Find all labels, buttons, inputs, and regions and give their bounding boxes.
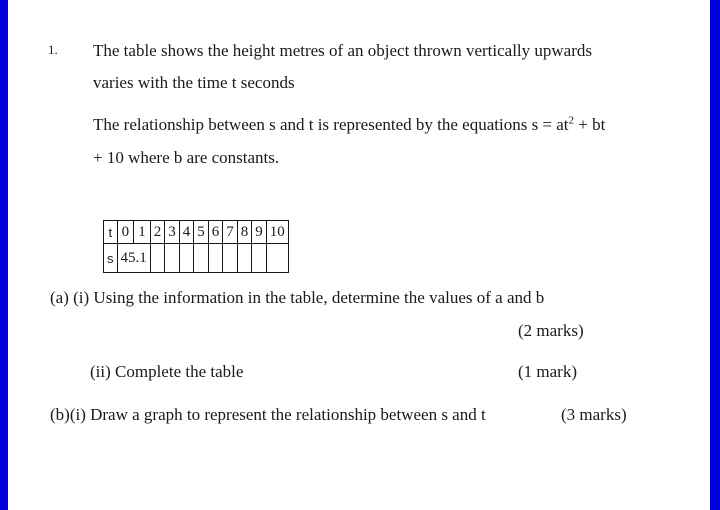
- relationship-line-2: + 10 where b are constants.: [93, 148, 280, 167]
- t-cell-1: 1: [134, 221, 151, 244]
- part-a-ii-marks: (1 mark): [518, 362, 578, 381]
- t-cell-9: 9: [252, 221, 267, 244]
- relationship-exponent: 2: [568, 114, 575, 127]
- part-a-ii-text: (ii) Complete the table: [90, 362, 244, 381]
- s-cell-empty-4: [179, 244, 194, 273]
- t-cell-10: 10: [266, 221, 288, 244]
- s-cell-empty-3: [165, 244, 180, 273]
- part-b-i-marks: (3 marks): [561, 405, 627, 424]
- t-label-cell: t: [104, 221, 118, 244]
- s-cell-empty-8: [237, 244, 252, 273]
- s-cell-empty-10: [266, 244, 288, 273]
- t-cell-5: 5: [194, 221, 209, 244]
- question-number: 1.: [48, 42, 58, 57]
- t-cell-3: 3: [165, 221, 180, 244]
- relationship-line-1: [93, 115, 605, 135]
- part-b-i-text: (b)(i) Draw a graph to represent the relationship between s and t: [50, 405, 486, 424]
- t-cell-0: 0: [117, 221, 134, 244]
- worksheet-page: [8, 0, 710, 510]
- s-known-cell: 45.1: [117, 244, 150, 273]
- relationship-text-pre: The relationship between s and t is represented by the equations s = at: [93, 115, 569, 134]
- t-cell-7: 7: [223, 221, 238, 244]
- t-cell-8: 8: [237, 221, 252, 244]
- s-cell-empty-5: [194, 244, 209, 273]
- t-cell-4: 4: [179, 221, 194, 244]
- s-cell-empty-2: [150, 244, 165, 273]
- t-cell-2: 2: [150, 221, 165, 244]
- part-a-i-marks: (2 marks): [518, 321, 584, 340]
- intro-line-1: The table shows the height metres of an object thrown vertically upwards: [93, 41, 592, 60]
- s-cell-empty-6: [208, 244, 223, 273]
- s-row: [104, 244, 289, 273]
- s-label-cell: s: [104, 244, 118, 273]
- relationship-text-post: + bt: [574, 115, 606, 134]
- s-cell-empty-7: [223, 244, 238, 273]
- intro-line-2: varies with the time t seconds: [93, 73, 295, 92]
- t-row: [104, 221, 289, 244]
- part-a-i-text: (a) (i) Using the information in the table, determine the values of a and b: [50, 288, 545, 307]
- s-cell-empty-9: [252, 244, 267, 273]
- time-height-table: [103, 220, 289, 273]
- t-cell-6: 6: [208, 221, 223, 244]
